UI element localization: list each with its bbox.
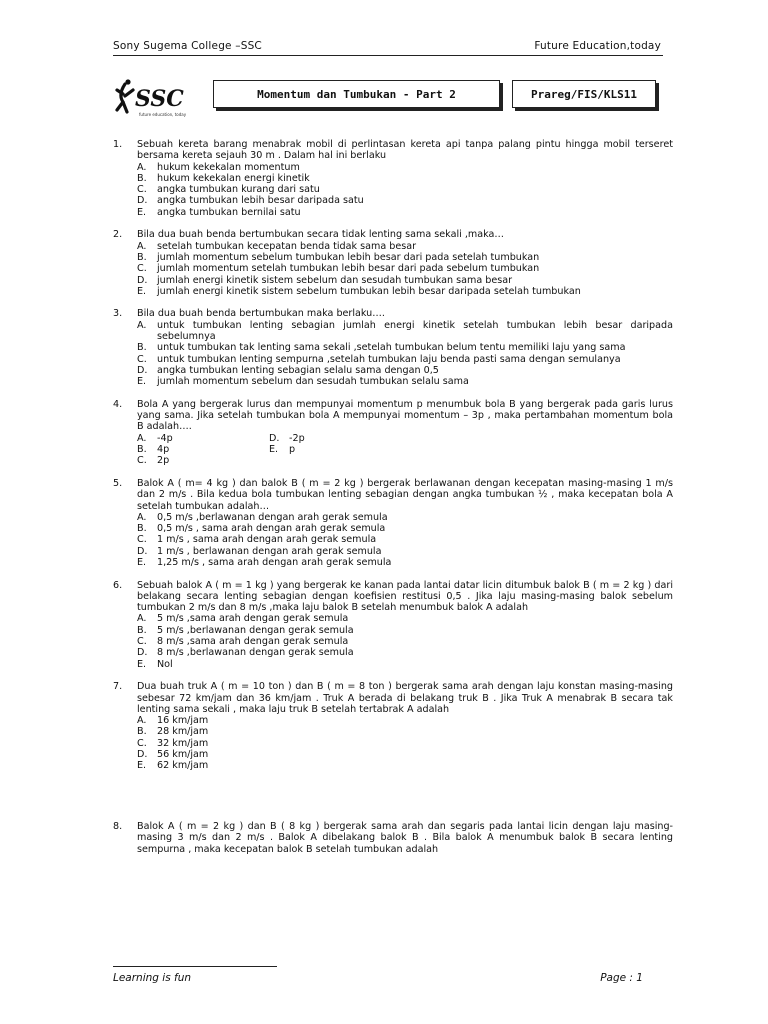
option — [137, 184, 673, 195]
question — [113, 821, 673, 855]
option — [137, 523, 673, 534]
option — [137, 546, 673, 557]
header-rule — [113, 55, 663, 56]
option — [137, 162, 673, 173]
option — [137, 534, 673, 545]
option-letter: D. — [137, 364, 148, 376]
option-letter: C. — [137, 534, 147, 546]
option — [137, 241, 673, 252]
ssc-logo — [113, 78, 203, 118]
option-letter: E. — [137, 658, 147, 670]
option — [137, 726, 673, 737]
logo-text: SSC — [135, 86, 184, 112]
option-letter: D. — [269, 432, 280, 444]
option — [137, 749, 673, 760]
option-text: 62 km/jam — [157, 760, 209, 772]
title-box: Momentum dan Tumbukan - Part 2 — [213, 80, 500, 108]
option — [137, 286, 673, 297]
option — [137, 433, 269, 444]
option-text: Nol — [157, 658, 173, 670]
option-list — [137, 320, 673, 388]
option-text: 16 km/jam — [157, 715, 209, 727]
option-letter: E. — [137, 760, 147, 772]
question — [113, 399, 673, 467]
option-letter: E. — [137, 206, 147, 218]
option-text: 56 km/jam — [157, 749, 209, 761]
question-text: Sebuah kereta barang menabrak mobil di perlintasan kereta api tanpa palang pintu hingga mobil terseret bersama kereta sejauh 30 m . Dalam hal ini berlaku — [137, 139, 673, 162]
option-text: jumlah energi kinetik sistem sebelum tumbukan lebih besar daripada setelah tumbukan — [157, 285, 581, 297]
option — [269, 455, 389, 466]
option-letter: C. — [137, 455, 147, 467]
option-letter: E. — [137, 285, 147, 297]
question-text: Sebuah balok A ( m = 1 kg ) yang bergerak ke kanan pada lantai datar licin ditumbuk balok B ( m = 2 kg ) dari belakang secara lenting sebagian dengan koefisien restitusi 0,5 . Jika laju masing-masing balok sebelum tumbukan 2 m/s dan 8 m/s ,maka laju balok B setelah menumbuk balok A adalah — [137, 579, 673, 614]
option-text: 1,25 m/s , sama arah dengan arah gerak semula — [157, 556, 392, 568]
option — [137, 455, 269, 466]
option — [137, 207, 673, 218]
option — [137, 715, 673, 726]
header-left: Sony Sugema College –SSC — [113, 40, 262, 52]
option-text: jumlah energi kinetik sistem sebelum dan sesudah tumbukan sama besar — [157, 274, 513, 286]
option-text: 32 km/jam — [157, 737, 209, 749]
option-text: 5 m/s ,berlawanan dengan gerak semula — [157, 624, 354, 636]
option-text: p — [289, 444, 296, 456]
question — [113, 580, 673, 670]
option — [137, 647, 673, 658]
option-text: -4p — [157, 432, 173, 444]
option-text: 8 m/s ,sama arah dengan gerak semula — [157, 636, 349, 648]
option-text: 0,5 m/s , sama arah dengan arah gerak semula — [157, 523, 386, 535]
option — [137, 444, 269, 455]
option — [269, 444, 389, 455]
option-letter: A. — [137, 319, 147, 331]
option-text: -2p — [289, 432, 305, 444]
option — [137, 195, 673, 206]
option-text: 5 m/s ,sama arah dengan gerak semula — [157, 613, 349, 625]
footer-rule — [113, 966, 277, 967]
option-letter: E. — [137, 376, 147, 388]
question — [113, 139, 673, 218]
option-letter: D. — [137, 274, 148, 286]
option — [137, 320, 673, 343]
option — [137, 557, 673, 568]
question-number: 4. — [113, 398, 123, 410]
option-letter: B. — [137, 251, 147, 263]
option-text: jumlah momentum setelah tumbukan lebih besar dari pada sebelum tumbukan — [157, 263, 540, 275]
option-letter: B. — [137, 172, 147, 184]
option-text: 1 m/s , berlawanan dengan arah gerak semula — [157, 545, 382, 557]
option-letter: B. — [137, 523, 147, 535]
header-right: Future Education,today — [534, 40, 661, 52]
option-text: setelah tumbukan kecepatan benda tidak sama besar — [157, 240, 417, 252]
option — [137, 342, 673, 353]
option — [137, 275, 673, 286]
question — [113, 478, 673, 568]
option-text: angka tumbukan lebih besar daripada satu — [157, 195, 364, 207]
question-number: 8. — [113, 820, 123, 832]
option — [137, 659, 673, 670]
page-gap — [113, 783, 673, 821]
option-letter: D. — [137, 195, 148, 207]
option-text: untuk tumbukan lenting sempurna ,setelah tumbukan laju benda pasti sama dengan semulanya — [157, 353, 621, 365]
option — [137, 760, 673, 771]
option — [137, 512, 673, 523]
question-number: 7. — [113, 681, 123, 693]
option-letter: C. — [137, 184, 147, 196]
option-text: angka tumbukan lenting sebagian selalu sama dengan 0,5 — [157, 364, 439, 376]
option — [137, 354, 673, 365]
option-letter: A. — [137, 432, 147, 444]
option-text: 0,5 m/s ,berlawanan dengan arah gerak semula — [157, 511, 388, 523]
question-number: 1. — [113, 139, 123, 150]
question-list — [113, 139, 673, 866]
footer-left: Learning is fun — [113, 972, 192, 984]
question-number: 2. — [113, 229, 123, 241]
code-box: Prareg/FIS/KLS11 — [512, 80, 656, 108]
option-letter: E. — [269, 444, 279, 456]
option — [137, 613, 673, 624]
question-text: Balok A ( m= 4 kg ) dan balok B ( m = 2 kg ) bergerak berlawanan dengan kecepatan masing-masing 1 m/s dan 2 m/s . Bila kedua bola tumbukan lenting sebagian dengan angka tumbukan ½ , maka kecepatan bola A setelah tumbukan adalah… — [137, 477, 673, 512]
option-list — [137, 613, 673, 669]
option-list — [137, 715, 673, 771]
option-letter: B. — [137, 444, 147, 456]
option-text: 4p — [157, 444, 170, 456]
option-letter: E. — [137, 556, 147, 568]
option-grid — [137, 433, 673, 467]
question-text: Bila dua buah benda bertumbukan secara tidak lenting sama sekali ,maka… — [137, 229, 504, 241]
option-letter: D. — [137, 545, 148, 557]
option-text: 1 m/s , sama arah dengan arah gerak semula — [157, 534, 377, 546]
option-list — [137, 162, 673, 218]
logo-tagline: future education, today — [139, 112, 187, 117]
option — [137, 636, 673, 647]
option-text: angka tumbukan bernilai satu — [157, 206, 301, 218]
option — [137, 252, 673, 263]
option-letter: C. — [137, 636, 147, 648]
option-letter: A. — [137, 715, 147, 727]
question — [113, 229, 673, 297]
question-number: 6. — [113, 579, 123, 591]
option — [137, 365, 673, 376]
option-list — [137, 512, 673, 568]
question-number: 5. — [113, 477, 123, 489]
option — [137, 738, 673, 749]
option-letter: D. — [137, 749, 148, 761]
option-letter: B. — [137, 624, 147, 636]
option — [137, 263, 673, 274]
question — [113, 681, 673, 771]
option-text: jumlah momentum sebelum dan sesudah tumbukan selalu sama — [157, 376, 469, 388]
question-text: Balok A ( m = 2 kg ) dan B ( 8 kg ) bergerak sama arah dan segaris pada lantai licin dengan laju masing-masing 3 m/s dan 2 m/s . Balok A dibelakang balok B . Bila balok A menumbuk balok B secara lenting sempurna , maka kecepatan balok B setelah tumbukan adalah — [137, 820, 673, 855]
option-letter: A. — [137, 613, 147, 625]
option-letter: C. — [137, 353, 147, 365]
question-text: Bola A yang bergerak lurus dan mempunyai momentum p menumbuk bola B yang bergerak pada garis lurus yang sama. Jika setelah tumbukan bola A mempunyai momentum – 3p , maka pertambahan momentum bola B adalah…. — [137, 398, 673, 433]
option-text: 2p — [157, 455, 170, 467]
option — [269, 433, 389, 444]
option-list — [137, 241, 673, 297]
option-text: hukum kekekalan energi kinetik — [157, 172, 310, 184]
option-letter: B. — [137, 342, 147, 354]
option-letter: A. — [137, 240, 147, 252]
option-text: untuk tumbukan lenting sebagian jumlah energi kinetik setelah tumbukan lebih besar daripada sebelumnya — [157, 319, 673, 343]
option-text: untuk tumbukan tak lenting sama sekali ,setelah tumbukan belum tentu memiliki laju yang sama — [157, 342, 626, 354]
option-letter: B. — [137, 726, 147, 738]
option-text: 28 km/jam — [157, 726, 209, 738]
option-letter: C. — [137, 737, 147, 749]
option — [137, 376, 673, 387]
option-letter: C. — [137, 263, 147, 275]
question — [113, 308, 673, 387]
option-text: 8 m/s ,berlawanan dengan gerak semula — [157, 647, 354, 659]
option-text: hukum kekekalan momentum — [157, 161, 300, 173]
option — [137, 173, 673, 184]
option-text: angka tumbukan kurang dari satu — [157, 184, 320, 196]
option-text: jumlah momentum sebelum tumbukan lebih besar dari pada setelah tumbukan — [157, 251, 540, 263]
question-text: Dua buah truk A ( m = 10 ton ) dan B ( m = 8 ton ) bergerak sama arah dengan laju konstan masing-masing sebesar 72 km/jam dan 36 km/jam . Truk A berada di belakang truk B . Jika Truk A menabrak B secara tak lenting sama sekali , maka laju truk B setelah tertabrak A adalah — [137, 681, 673, 715]
footer-page: Page : 1 — [600, 972, 643, 984]
option-letter: A. — [137, 511, 147, 523]
option — [137, 625, 673, 636]
option-letter: A. — [137, 161, 147, 173]
question-number: 3. — [113, 308, 123, 320]
option-letter: D. — [137, 647, 148, 659]
question-text: Bila dua buah benda bertumbukan maka berlaku…. — [137, 308, 385, 320]
